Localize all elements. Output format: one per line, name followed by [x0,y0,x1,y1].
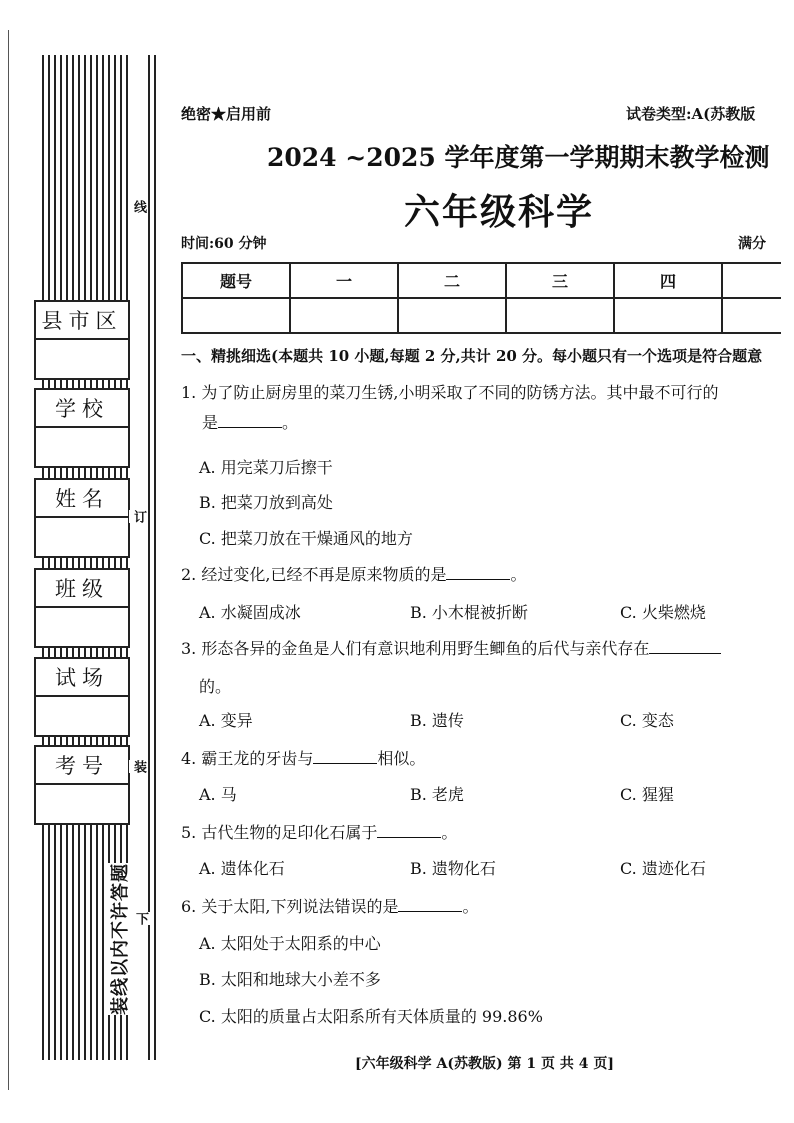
full-score: 满分 [738,236,766,252]
question-2-option-b[interactable]: B. 小木棍被折断 [410,603,528,622]
question-2-stem-text: 2. 经过变化,已经不再是原来物质的是 [181,565,447,584]
binding-mark-bind: 装 [131,760,146,773]
field-label: 县市区 [36,302,128,340]
exam-time: 时间:60 分钟 [181,236,267,252]
exam-title: 2024 ~2025 学年度第一学期期末教学检测 [267,143,770,172]
field-input[interactable] [36,697,128,735]
binding-mark-staple: 订 [131,510,146,523]
answer-blank[interactable] [313,749,377,764]
score-header-cell: 二 [398,263,506,298]
question-3-stem-text: 3. 形态各异的金鱼是人们有意识地利用野生鲫鱼的后代与亲代存在 [181,639,650,658]
score-cell[interactable] [506,298,614,333]
question-4-option-b[interactable]: B. 老虎 [410,785,464,804]
question-1-cont [202,410,298,433]
answer-blank[interactable] [377,823,441,838]
answer-blank[interactable] [446,565,510,580]
question-5-stem-end: 。 [441,823,458,842]
question-5-option-a[interactable]: A. 遗体化石 [199,859,285,878]
question-1-option-b[interactable]: B. 把菜刀放到高处 [199,493,333,512]
question-4-stem-text: 4. 霸王龙的牙齿与 [181,749,314,768]
question-5-stem [181,820,457,843]
score-header-cell: 三 [506,263,614,298]
question-1-option-a[interactable]: A. 用完菜刀后擦干 [199,458,333,477]
section-title: 一、精挑细选(本题共 10 小题,每题 2 分,共计 20 分。每小题只有一个选项是符合题意 [181,347,763,365]
question-2-option-c[interactable]: C. 火柴燃烧 [620,603,706,622]
score-cell[interactable] [614,298,722,333]
question-4-stem-end: 相似。 [377,749,426,768]
field-input[interactable] [36,340,128,378]
field-county [34,300,130,380]
question-1-option-c[interactable]: C. 把菜刀放在干燥通风的地方 [199,529,413,548]
question-3-option-a[interactable]: A. 变异 [199,711,253,730]
confidential-label: 绝密★启用前 [181,105,272,123]
field-label: 姓名 [36,480,128,518]
question-3-option-b[interactable]: B. 遗传 [410,711,464,730]
question-4-option-a[interactable]: A. 马 [199,785,237,804]
question-4-option-c[interactable]: C. 猩猩 [620,785,674,804]
binding-mark-line: 线 [131,200,146,213]
field-school [34,388,130,468]
question-1-stem: 1. 为了防止厨房里的菜刀生锈,小明采取了不同的防锈方法。其中最不可行的 [181,383,719,402]
score-header-cell: 题号 [182,263,290,298]
question-5-option-b[interactable]: B. 遗物化石 [410,859,496,878]
question-5-option-c[interactable]: C. 遗迹化石 [620,859,706,878]
score-cell[interactable] [398,298,506,333]
field-room [34,657,130,737]
score-table [181,262,781,334]
score-table-value-row [182,298,781,333]
question-3-cont: 的。 [199,677,232,696]
question-2-option-a[interactable]: A. 水凝固成冰 [199,603,301,622]
outer-left-line [8,30,9,1090]
score-cell[interactable] [290,298,398,333]
score-header-cell: 四 [614,263,722,298]
field-input[interactable] [36,785,128,823]
question-6-option-b[interactable]: B. 太阳和地球大小差不多 [199,970,381,989]
binding-side-note: 装线以内不许答题 [106,863,132,1015]
field-label: 班级 [36,570,128,608]
question-6-option-c[interactable]: C. 太阳的质量占太阳系所有天体质量的 99.86% [199,1007,543,1026]
question-4-stem [181,746,425,769]
field-exam-number [34,745,130,825]
paper-type: 试卷类型:A(苏教版 [626,105,756,123]
field-label: 试场 [36,659,128,697]
field-input[interactable] [36,518,128,556]
question-3-stem [181,636,721,659]
score-header-cell: 一 [290,263,398,298]
question-2-stem-end: 。 [510,565,527,584]
page-footer: [六年级科学 A(苏教版) 第 1 页 共 4 页] [355,1056,614,1072]
score-table-header-row [182,263,781,298]
answer-blank[interactable] [398,897,462,912]
question-2-stem [181,562,526,585]
field-class [34,568,130,648]
answer-blank[interactable] [649,639,721,654]
field-label: 考号 [36,747,128,785]
field-input[interactable] [36,428,128,466]
question-5-stem-text: 5. 古代生物的足印化石属于 [181,823,378,842]
question-6-stem [181,894,478,917]
question-1-cont-end: 。 [282,413,299,432]
question-1-cont-text: 是 [202,413,219,432]
field-label: 学校 [36,390,128,428]
field-input[interactable] [36,608,128,646]
question-3-option-c[interactable]: C. 变态 [620,711,674,730]
binding-side-note-suffix: 下 [133,912,148,925]
subject-title: 六年级科学 [404,192,595,233]
question-6-option-a[interactable]: A. 太阳处于太阳系的中心 [199,934,381,953]
question-6-stem-end: 。 [462,897,479,916]
question-6-stem-text: 6. 关于太阳,下列说法错误的是 [181,897,399,916]
answer-blank[interactable] [218,413,282,428]
score-cell[interactable] [722,298,781,333]
field-name [34,478,130,558]
score-cell[interactable] [182,298,290,333]
score-header-cell [722,263,781,298]
